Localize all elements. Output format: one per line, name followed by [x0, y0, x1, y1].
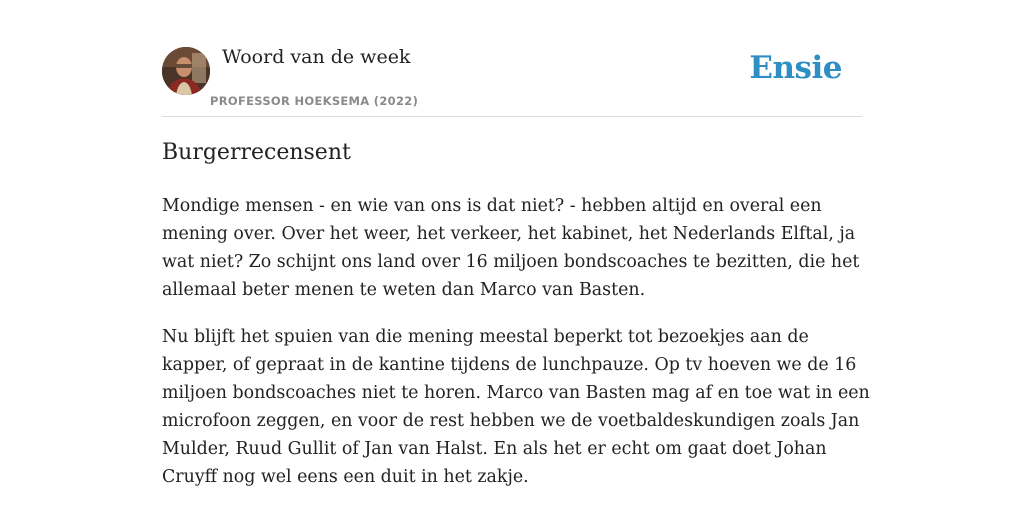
- series-title[interactable]: Woord van de week: [222, 46, 411, 68]
- article-title: Burgerrecensent: [162, 140, 351, 165]
- author-avatar[interactable]: [162, 47, 210, 95]
- author-photo: [162, 47, 210, 95]
- article-body: [162, 192, 872, 510]
- article-paragraph: Mondige mensen - en wie van ons is dat niet? - hebben altijd en overal een mening over. Over het weer, het verkeer, het kabinet, het Nederlands Elftal, ja wat niet? Zo schijnt ons land over 16 miljoen bondscoaches te bezitten, die het allemaal beter menen te weten dan Marco van Basten.: [162, 196, 860, 300]
- article-header: [162, 44, 862, 117]
- author-byline[interactable]: PROFESSOR HOEKSEMA (2022): [210, 94, 419, 108]
- brand-logo[interactable]: Ensie: [749, 50, 842, 86]
- article-paragraph: Nu blijft het spuien van die mening meestal beperkt tot bezoekjes aan de kapper, of gepraat in de kantine tijdens de lunchpauze. Op tv hoeven we de 16 miljoen bondscoaches niet te horen. Marco van Basten mag af en toe wat in een microfoon zeggen, en voor de rest hebben we de voetbaldeskundigen zoals Jan Mulder, Ruud Gullit of Jan van Halst. En als het er echt om gaat doet Johan Cruyff nog wel eens een duit in het zakje.: [162, 327, 870, 487]
